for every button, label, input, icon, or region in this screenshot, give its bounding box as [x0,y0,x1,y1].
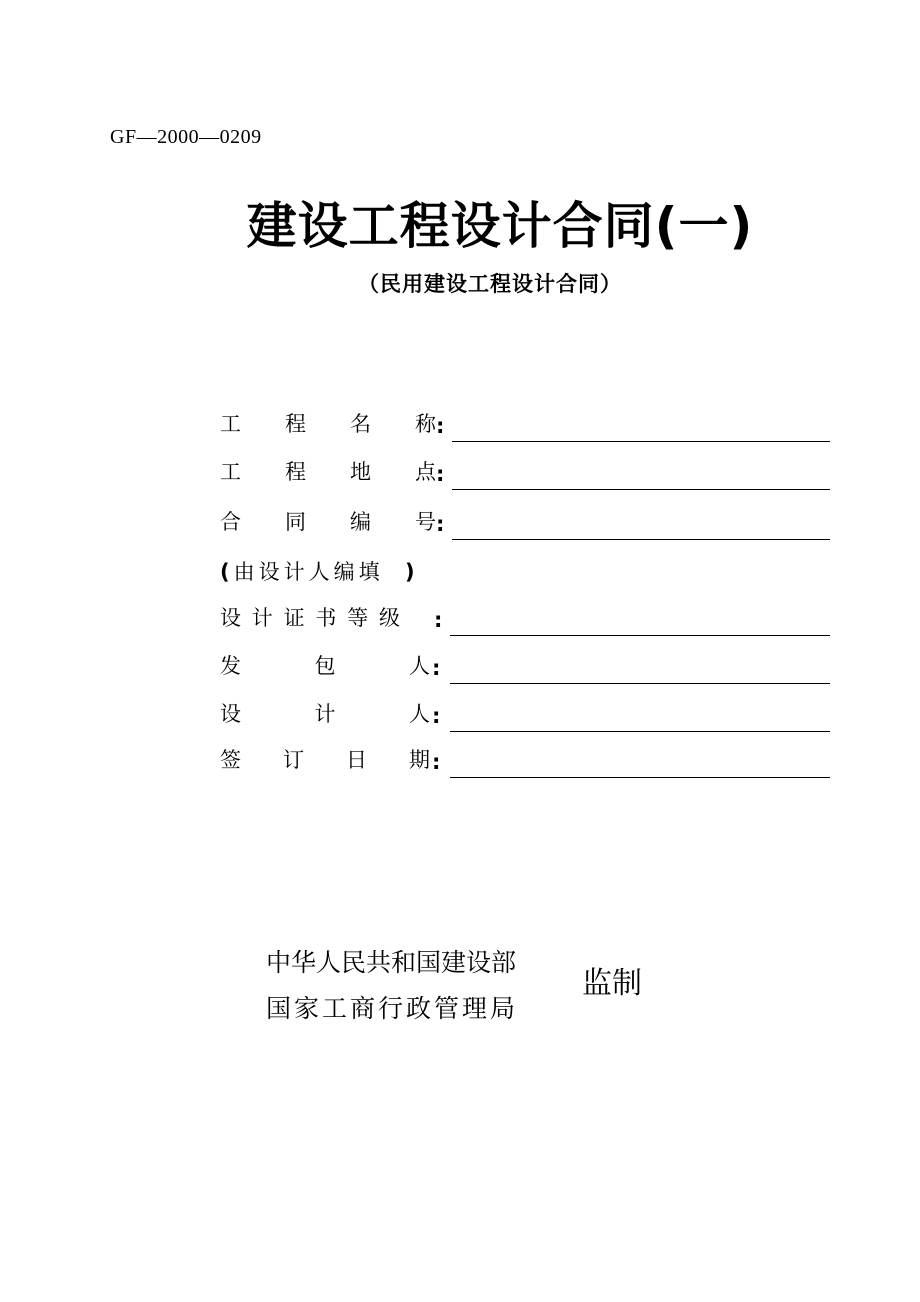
field-designer [220,698,830,732]
field-certificate-grade [220,602,830,636]
issuer-ministry-construction: 中华人民共和国建设部 [266,948,517,977]
client-input-line[interactable] [450,653,830,684]
field-colon: : [432,704,441,728]
certificate-grade-input-line[interactable] [450,605,830,636]
page-subtitle: （民用建设工程设计合同） [358,272,622,296]
field-colon: : [432,750,441,774]
designer-input-line[interactable] [450,701,830,732]
field-colon: : [434,608,443,632]
field-label: 设 计 人 [220,702,430,726]
project-name-input-line[interactable] [452,411,830,442]
note-close-paren: ) [404,560,419,584]
field-colon: : [436,512,445,536]
signing-date-input-line[interactable] [450,747,830,778]
field-colon: : [436,462,445,486]
field-signing-date [220,744,830,778]
field-label: 工 程 地 点 [220,460,436,484]
field-label: 签 订 日 期 [220,748,430,772]
field-label: 合 同 编 号 [220,510,436,534]
issuer-block [266,940,518,1032]
field-client [220,650,830,684]
note-text: 由设计人编填 [233,560,384,584]
supervise-label: 监制 [582,966,642,1001]
issuer-admin-industry-commerce: 国家工商行政管理局 [266,994,519,1023]
field-project-location [220,456,830,490]
page-title: 建设工程设计合同(一) [246,197,754,255]
contract-number-note [220,556,419,586]
field-colon: : [436,414,445,438]
field-label: 发 包 人 [220,654,430,678]
field-colon: : [432,656,441,680]
document-code: GF—2000—0209 [110,126,262,148]
contract-number-input-line[interactable] [452,509,830,540]
project-location-input-line[interactable] [452,459,830,490]
note-open-paren: ( [220,560,234,584]
field-label: 工 程 名 称 [220,412,436,436]
field-project-name [220,408,830,442]
field-contract-number [220,506,830,540]
field-label: 设 计 证 书 等 级 [220,606,400,630]
